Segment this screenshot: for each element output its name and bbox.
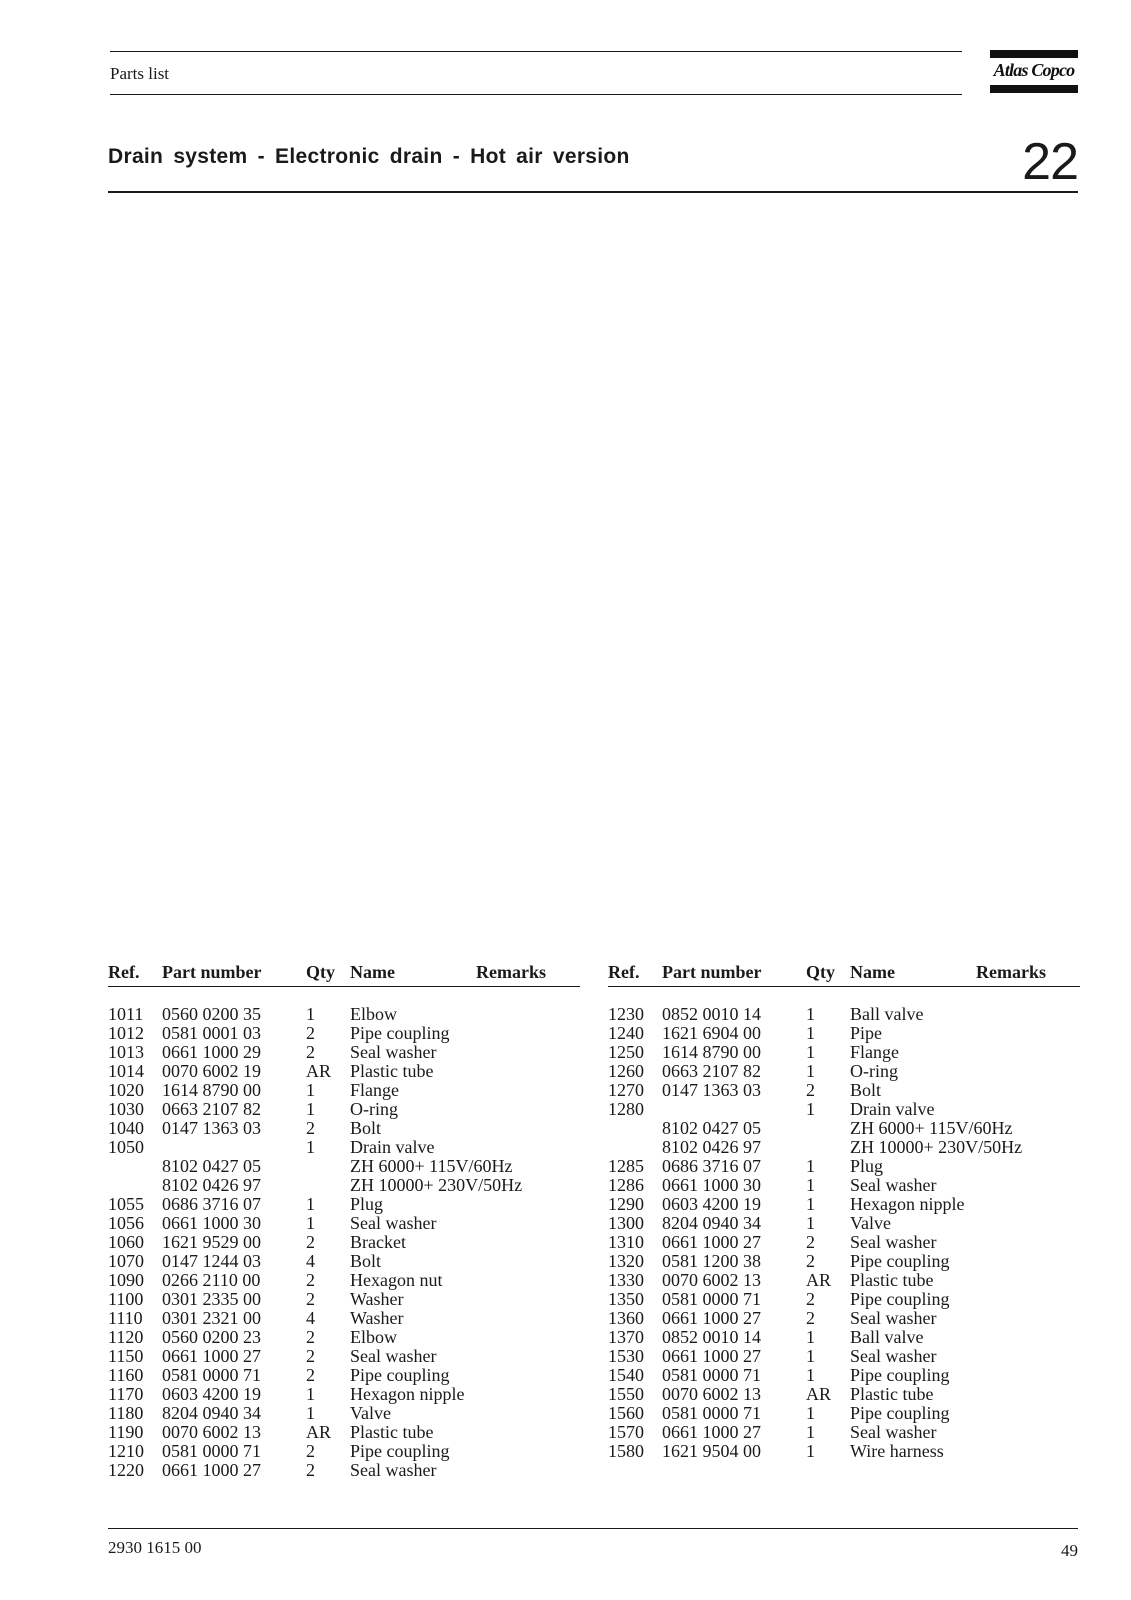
table-row bbox=[608, 1233, 1080, 1252]
cell-qty: 1 bbox=[806, 1061, 815, 1081]
table-row bbox=[608, 1423, 1080, 1442]
cell-name: Hexagon nut bbox=[350, 1270, 443, 1290]
cell-partnumber: 8102 0426 97 bbox=[162, 1175, 261, 1195]
cell-partnumber: 0661 1000 27 bbox=[662, 1346, 761, 1366]
cell-name: Plastic tube bbox=[850, 1384, 934, 1404]
cell-qty: 4 bbox=[306, 1251, 315, 1271]
cell-ref: 1056 bbox=[108, 1213, 144, 1233]
logo-bottom-bar bbox=[990, 85, 1078, 93]
cell-ref: 1350 bbox=[608, 1289, 644, 1309]
cell-qty: 2 bbox=[306, 1232, 315, 1252]
cell-qty: 2 bbox=[306, 1327, 315, 1347]
table-row bbox=[608, 1005, 1080, 1024]
cell-partnumber: 0147 1363 03 bbox=[662, 1080, 761, 1100]
table-row bbox=[608, 1043, 1080, 1062]
header-qty: Qty bbox=[806, 962, 835, 982]
cell-partnumber: 0147 1363 03 bbox=[162, 1118, 261, 1138]
cell-name: ZH 6000+ 115V/60Hz bbox=[850, 1118, 1013, 1138]
cell-ref: 1320 bbox=[608, 1251, 644, 1271]
table-row bbox=[608, 1366, 1080, 1385]
cell-name: Seal washer bbox=[350, 1213, 437, 1233]
cell-ref: 1160 bbox=[108, 1365, 144, 1385]
figure-area bbox=[108, 200, 1078, 940]
cell-ref: 1570 bbox=[608, 1422, 644, 1442]
cell-name: Valve bbox=[350, 1403, 391, 1423]
cell-qty: 2 bbox=[306, 1460, 315, 1480]
cell-qty: AR bbox=[806, 1384, 832, 1404]
table-row bbox=[108, 1062, 580, 1081]
cell-qty: 2 bbox=[806, 1251, 815, 1271]
cell-partnumber: 0070 6002 13 bbox=[162, 1422, 261, 1442]
cell-ref: 1280 bbox=[608, 1099, 644, 1119]
cell-partnumber: 1621 9529 00 bbox=[162, 1232, 261, 1252]
section-number: 22 bbox=[1022, 133, 1078, 191]
table-row bbox=[108, 1176, 580, 1195]
table-row bbox=[108, 1005, 580, 1024]
cell-ref: 1550 bbox=[608, 1384, 644, 1404]
cell-name: Bolt bbox=[350, 1118, 382, 1138]
cell-partnumber: 0581 1200 38 bbox=[662, 1251, 761, 1271]
cell-name: Pipe coupling bbox=[350, 1365, 450, 1385]
page-number: 49 bbox=[1061, 1541, 1078, 1560]
cell-name: Plastic tube bbox=[350, 1422, 434, 1442]
cell-ref: 1310 bbox=[608, 1232, 644, 1252]
cell-name: Bolt bbox=[350, 1251, 382, 1271]
cell-ref: 1330 bbox=[608, 1270, 644, 1290]
cell-name: Valve bbox=[850, 1213, 891, 1233]
table-row bbox=[108, 1119, 580, 1138]
cell-partnumber: 1621 9504 00 bbox=[662, 1441, 761, 1461]
cell-qty: 1 bbox=[306, 1213, 315, 1233]
cell-ref: 1030 bbox=[108, 1099, 144, 1119]
table-row bbox=[608, 1062, 1080, 1081]
cell-ref: 1286 bbox=[608, 1175, 644, 1195]
cell-name: Drain valve bbox=[850, 1099, 935, 1119]
table-row bbox=[108, 1385, 580, 1404]
cell-name: Drain valve bbox=[350, 1137, 435, 1157]
cell-qty: 1 bbox=[806, 1099, 815, 1119]
cell-name: Flange bbox=[350, 1080, 399, 1100]
cell-partnumber: 1621 6904 00 bbox=[662, 1023, 761, 1043]
table-row bbox=[608, 1328, 1080, 1347]
cell-name: Washer bbox=[350, 1308, 404, 1328]
cell-name: Plastic tube bbox=[350, 1061, 434, 1081]
cell-ref: 1180 bbox=[108, 1403, 144, 1423]
table-row bbox=[108, 1461, 580, 1480]
cell-name: Washer bbox=[350, 1289, 404, 1309]
cell-ref: 1285 bbox=[608, 1156, 644, 1176]
cell-ref: 1013 bbox=[108, 1042, 144, 1062]
cell-partnumber: 1614 8790 00 bbox=[162, 1080, 261, 1100]
cell-partnumber: 0581 0000 71 bbox=[162, 1365, 261, 1385]
cell-name: Ball valve bbox=[850, 1327, 924, 1347]
table-row bbox=[108, 1347, 580, 1366]
table-row bbox=[608, 1195, 1080, 1214]
header-qty: Qty bbox=[306, 962, 335, 982]
cell-qty: 2 bbox=[806, 1289, 815, 1309]
cell-partnumber: 0663 2107 82 bbox=[662, 1061, 761, 1081]
cell-partnumber: 0147 1244 03 bbox=[162, 1251, 261, 1271]
cell-qty: 2 bbox=[306, 1023, 315, 1043]
header-ref: Ref. bbox=[108, 962, 140, 982]
cell-partnumber: 0581 0000 71 bbox=[162, 1441, 261, 1461]
cell-name: Pipe bbox=[850, 1023, 883, 1043]
atlas-copco-logo bbox=[990, 50, 1078, 93]
header-top-rule bbox=[110, 51, 962, 52]
cell-qty: 1 bbox=[806, 1441, 815, 1461]
cell-partnumber: 0661 1000 29 bbox=[162, 1042, 261, 1062]
cell-name: Seal washer bbox=[850, 1175, 937, 1195]
cell-ref: 1110 bbox=[108, 1308, 143, 1328]
cell-ref: 1580 bbox=[608, 1441, 644, 1461]
cell-name: Pipe coupling bbox=[350, 1441, 450, 1461]
cell-qty: 1 bbox=[806, 1004, 815, 1024]
cell-qty: AR bbox=[306, 1061, 332, 1081]
table-row bbox=[608, 1176, 1080, 1195]
cell-ref: 1090 bbox=[108, 1270, 144, 1290]
table-row bbox=[608, 1214, 1080, 1233]
table-row bbox=[108, 1252, 580, 1271]
cell-ref: 1150 bbox=[108, 1346, 144, 1366]
cell-name: Seal washer bbox=[850, 1232, 937, 1252]
table-row bbox=[608, 1157, 1080, 1176]
table-row bbox=[108, 1100, 580, 1119]
table-row bbox=[608, 1024, 1080, 1043]
header-name: Name bbox=[850, 962, 895, 982]
cell-qty: 1 bbox=[806, 1365, 815, 1385]
cell-partnumber: 0581 0000 71 bbox=[662, 1403, 761, 1423]
cell-name: Flange bbox=[850, 1042, 899, 1062]
cell-partnumber: 0560 0200 35 bbox=[162, 1004, 261, 1024]
cell-qty: 1 bbox=[806, 1403, 815, 1423]
cell-partnumber: 0686 3716 07 bbox=[162, 1194, 261, 1214]
cell-qty: 1 bbox=[306, 1099, 315, 1119]
cell-qty: AR bbox=[306, 1422, 332, 1442]
table-row bbox=[108, 1271, 580, 1290]
cell-name: O-ring bbox=[850, 1061, 898, 1081]
cell-qty: 1 bbox=[806, 1156, 815, 1176]
footer-rule bbox=[108, 1528, 1078, 1529]
table-body bbox=[108, 1005, 580, 1480]
cell-name: Plug bbox=[850, 1156, 884, 1176]
cell-name: Elbow bbox=[350, 1004, 397, 1024]
cell-name: Pipe coupling bbox=[850, 1403, 950, 1423]
cell-ref: 1270 bbox=[608, 1080, 644, 1100]
cell-qty: 2 bbox=[806, 1308, 815, 1328]
cell-partnumber: 0852 0010 14 bbox=[662, 1327, 761, 1347]
cell-qty: 1 bbox=[306, 1403, 315, 1423]
table-row bbox=[108, 1309, 580, 1328]
cell-name: ZH 6000+ 115V/60Hz bbox=[350, 1156, 513, 1176]
cell-qty: 2 bbox=[306, 1042, 315, 1062]
cell-ref: 1014 bbox=[108, 1061, 144, 1081]
cell-qty: 1 bbox=[306, 1194, 315, 1214]
cell-name: O-ring bbox=[350, 1099, 398, 1119]
title-rule bbox=[108, 191, 1078, 193]
cell-ref: 1250 bbox=[608, 1042, 644, 1062]
table-row bbox=[608, 1100, 1080, 1119]
cell-ref: 1012 bbox=[108, 1023, 144, 1043]
cell-name: Seal washer bbox=[350, 1042, 437, 1062]
cell-qty: 1 bbox=[306, 1384, 315, 1404]
cell-qty: AR bbox=[806, 1270, 832, 1290]
cell-ref: 1560 bbox=[608, 1403, 644, 1423]
cell-partnumber: 0266 2110 00 bbox=[162, 1270, 261, 1290]
cell-ref: 1260 bbox=[608, 1061, 644, 1081]
table-row bbox=[108, 1423, 580, 1442]
table-row bbox=[108, 1157, 580, 1176]
cell-qty: 2 bbox=[806, 1232, 815, 1252]
cell-partnumber: 0686 3716 07 bbox=[662, 1156, 761, 1176]
cell-ref: 1530 bbox=[608, 1346, 644, 1366]
cell-ref: 1055 bbox=[108, 1194, 144, 1214]
parts-table-left bbox=[108, 962, 580, 1480]
table-row bbox=[108, 1290, 580, 1309]
cell-partnumber: 0070 6002 13 bbox=[662, 1270, 761, 1290]
cell-name: ZH 10000+ 230V/50Hz bbox=[850, 1137, 1023, 1157]
header-partnumber: Part number bbox=[662, 962, 762, 982]
logo-wordmark: Atlas Copco bbox=[993, 60, 1075, 80]
table-row bbox=[608, 1252, 1080, 1271]
cell-ref: 1230 bbox=[608, 1004, 644, 1024]
cell-name: Seal washer bbox=[350, 1346, 437, 1366]
cell-name: Bracket bbox=[350, 1232, 406, 1252]
cell-partnumber: 0581 0001 03 bbox=[162, 1023, 261, 1043]
cell-ref: 1210 bbox=[108, 1441, 144, 1461]
table-row bbox=[608, 1385, 1080, 1404]
cell-ref: 1100 bbox=[108, 1289, 144, 1309]
cell-qty: 2 bbox=[306, 1365, 315, 1385]
cell-name: Wire harness bbox=[850, 1441, 944, 1461]
cell-qty: 1 bbox=[806, 1194, 815, 1214]
cell-qty: 2 bbox=[306, 1346, 315, 1366]
cell-name: Pipe coupling bbox=[850, 1365, 950, 1385]
cell-partnumber: 0852 0010 14 bbox=[662, 1004, 761, 1024]
cell-partnumber: 0070 6002 13 bbox=[662, 1384, 761, 1404]
cell-qty: 2 bbox=[806, 1080, 815, 1100]
cell-name: Pipe coupling bbox=[850, 1289, 950, 1309]
cell-qty: 1 bbox=[806, 1023, 815, 1043]
cell-partnumber: 0663 2107 82 bbox=[162, 1099, 261, 1119]
cell-partnumber: 8102 0427 05 bbox=[662, 1118, 761, 1138]
table-row bbox=[608, 1138, 1080, 1157]
cell-partnumber: 0603 4200 19 bbox=[162, 1384, 261, 1404]
cell-partnumber: 8204 0940 34 bbox=[662, 1213, 761, 1233]
cell-ref: 1370 bbox=[608, 1327, 644, 1347]
table-row bbox=[108, 1081, 580, 1100]
table-row bbox=[108, 1138, 580, 1157]
cell-partnumber: 0301 2335 00 bbox=[162, 1289, 261, 1309]
table-row bbox=[608, 1309, 1080, 1328]
header-ref: Ref. bbox=[608, 962, 640, 982]
table-row bbox=[108, 1195, 580, 1214]
table-row bbox=[108, 1233, 580, 1252]
cell-ref: 1070 bbox=[108, 1251, 144, 1271]
cell-qty: 1 bbox=[806, 1346, 815, 1366]
table-row bbox=[108, 1214, 580, 1233]
cell-ref: 1170 bbox=[108, 1384, 144, 1404]
cell-name: Plug bbox=[350, 1194, 384, 1214]
cell-qty: 1 bbox=[306, 1004, 315, 1024]
cell-ref: 1300 bbox=[608, 1213, 644, 1233]
cell-ref: 1020 bbox=[108, 1080, 144, 1100]
cell-partnumber: 0301 2321 00 bbox=[162, 1308, 261, 1328]
parts-table-right bbox=[608, 962, 1080, 1461]
section-title: Drain system - Electronic drain - Hot air version bbox=[108, 145, 630, 168]
table-row bbox=[608, 1404, 1080, 1423]
cell-name: Seal washer bbox=[350, 1460, 437, 1480]
header-partnumber: Part number bbox=[162, 962, 262, 982]
table-header bbox=[108, 962, 580, 987]
cell-qty: 1 bbox=[806, 1175, 815, 1195]
table-row bbox=[108, 1366, 580, 1385]
table-header bbox=[608, 962, 1080, 987]
table-row bbox=[108, 1043, 580, 1062]
cell-name: ZH 10000+ 230V/50Hz bbox=[350, 1175, 523, 1195]
cell-ref: 1220 bbox=[108, 1460, 144, 1480]
cell-partnumber: 0661 1000 27 bbox=[162, 1460, 261, 1480]
table-row bbox=[608, 1081, 1080, 1100]
cell-name: Ball valve bbox=[850, 1004, 924, 1024]
header-remarks: Remarks bbox=[476, 962, 546, 982]
cell-ref: 1290 bbox=[608, 1194, 644, 1214]
cell-partnumber: 0070 6002 19 bbox=[162, 1061, 261, 1081]
cell-ref: 1240 bbox=[608, 1023, 644, 1043]
cell-ref: 1040 bbox=[108, 1118, 144, 1138]
cell-ref: 1540 bbox=[608, 1365, 644, 1385]
cell-ref: 1360 bbox=[608, 1308, 644, 1328]
cell-name: Hexagon nipple bbox=[850, 1194, 965, 1214]
cell-name: Pipe coupling bbox=[850, 1251, 950, 1271]
cell-partnumber: 0560 0200 23 bbox=[162, 1327, 261, 1347]
table-body bbox=[608, 1005, 1080, 1461]
table-row bbox=[108, 1404, 580, 1423]
cell-name: Plastic tube bbox=[850, 1270, 934, 1290]
cell-qty: 1 bbox=[806, 1422, 815, 1442]
cell-name: Hexagon nipple bbox=[350, 1384, 465, 1404]
cell-name: Seal washer bbox=[850, 1346, 937, 1366]
table-row bbox=[608, 1290, 1080, 1309]
header-name: Name bbox=[350, 962, 395, 982]
cell-partnumber: 0661 1000 27 bbox=[662, 1422, 761, 1442]
cell-ref: 1120 bbox=[108, 1327, 144, 1347]
cell-ref: 1190 bbox=[108, 1422, 144, 1442]
cell-name: Elbow bbox=[350, 1327, 397, 1347]
table-row bbox=[108, 1328, 580, 1347]
cell-qty: 2 bbox=[306, 1441, 315, 1461]
cell-qty: 2 bbox=[306, 1270, 315, 1290]
header-remarks: Remarks bbox=[976, 962, 1046, 982]
cell-ref: 1050 bbox=[108, 1137, 144, 1157]
cell-partnumber: 0603 4200 19 bbox=[662, 1194, 761, 1214]
cell-qty: 1 bbox=[306, 1080, 315, 1100]
cell-partnumber: 1614 8790 00 bbox=[662, 1042, 761, 1062]
cell-partnumber: 0661 1000 30 bbox=[162, 1213, 261, 1233]
cell-partnumber: 0661 1000 30 bbox=[662, 1175, 761, 1195]
table-row bbox=[608, 1442, 1080, 1461]
table-row bbox=[108, 1442, 580, 1461]
cell-qty: 2 bbox=[306, 1289, 315, 1309]
cell-name: Bolt bbox=[850, 1080, 882, 1100]
header-bottom-rule bbox=[110, 94, 962, 95]
cell-ref: 1060 bbox=[108, 1232, 144, 1252]
logo-top-bar bbox=[990, 50, 1078, 58]
header-label: Parts list bbox=[110, 64, 170, 83]
table-row bbox=[608, 1347, 1080, 1366]
cell-name: Seal washer bbox=[850, 1308, 937, 1328]
cell-ref: 1011 bbox=[108, 1004, 144, 1024]
table-row bbox=[108, 1024, 580, 1043]
cell-name: Pipe coupling bbox=[350, 1023, 450, 1043]
cell-qty: 4 bbox=[306, 1308, 315, 1328]
cell-qty: 1 bbox=[806, 1327, 815, 1347]
cell-partnumber: 0581 0000 71 bbox=[662, 1365, 761, 1385]
cell-partnumber: 0661 1000 27 bbox=[662, 1232, 761, 1252]
cell-partnumber: 8102 0426 97 bbox=[662, 1137, 761, 1157]
cell-partnumber: 8204 0940 34 bbox=[162, 1403, 261, 1423]
cell-partnumber: 0581 0000 71 bbox=[662, 1289, 761, 1309]
cell-partnumber: 0661 1000 27 bbox=[162, 1346, 261, 1366]
document-number: 2930 1615 00 bbox=[108, 1538, 202, 1557]
table-row bbox=[608, 1119, 1080, 1138]
cell-qty: 1 bbox=[806, 1042, 815, 1062]
cell-name: Seal washer bbox=[850, 1422, 937, 1442]
cell-partnumber: 0661 1000 27 bbox=[662, 1308, 761, 1328]
cell-qty: 2 bbox=[306, 1118, 315, 1138]
cell-qty: 1 bbox=[806, 1213, 815, 1233]
cell-qty: 1 bbox=[306, 1137, 315, 1157]
table-row bbox=[608, 1271, 1080, 1290]
cell-partnumber: 8102 0427 05 bbox=[162, 1156, 261, 1176]
